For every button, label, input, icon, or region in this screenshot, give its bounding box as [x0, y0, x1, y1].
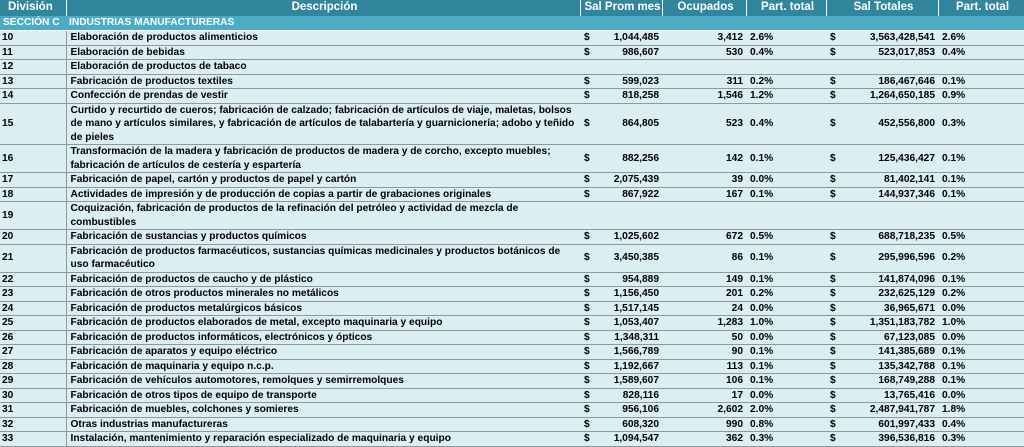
- division-description: Instalación, mantenimiento y reparación especializado de maquinaria y equipo: [66, 432, 580, 447]
- avg-monthly-salary: [604, 60, 662, 75]
- employment-share: 1.2%: [746, 89, 826, 104]
- currency-symbol: $: [826, 89, 850, 104]
- table-row: [0, 89, 1024, 104]
- division-description: Fabricación de productos metalúrgicos básicos: [66, 301, 580, 316]
- total-salaries: 135,342,788: [850, 359, 938, 374]
- currency-symbol: $: [580, 417, 604, 432]
- header-sal-totales: Sal Totales: [826, 0, 938, 16]
- employment-share: 0.8%: [746, 417, 826, 432]
- table-row: [0, 403, 1024, 418]
- salary-share: 0.1%: [938, 374, 1024, 389]
- employed-count: 106: [662, 374, 746, 389]
- table-row: [0, 287, 1024, 302]
- division-code: 23: [0, 287, 66, 302]
- currency-symbol: $: [826, 330, 850, 345]
- employed-count: 1,546: [662, 89, 746, 104]
- currency-symbol: $: [580, 230, 604, 245]
- avg-monthly-salary: 599,023: [604, 74, 662, 89]
- currency-symbol: $: [826, 145, 850, 173]
- division-code: 30: [0, 388, 66, 403]
- section-code: SECCIÓN C: [0, 16, 66, 31]
- total-salaries: 232,625,129: [850, 287, 938, 302]
- avg-monthly-salary: 608,320: [604, 417, 662, 432]
- currency-symbol: $: [580, 45, 604, 60]
- header-descripcion: Descripción: [66, 0, 580, 16]
- division-description: Fabricación de productos de caucho y de plástico: [66, 272, 580, 287]
- employed-count: 523: [662, 103, 746, 145]
- total-salaries: 125,436,427: [850, 145, 938, 173]
- employed-count: 149: [662, 272, 746, 287]
- total-salaries: 144,937,346: [850, 187, 938, 202]
- division-description: Fabricación de vehículos automotores, remolques y semirremolques: [66, 374, 580, 389]
- salary-share: 0.1%: [938, 145, 1024, 173]
- table-row: [0, 330, 1024, 345]
- table-row: [0, 45, 1024, 60]
- employed-count: 362: [662, 432, 746, 447]
- avg-monthly-salary: 828,116: [604, 388, 662, 403]
- division-description: Fabricación de productos informáticos, electrónicos y ópticos: [66, 330, 580, 345]
- employed-count: 50: [662, 330, 746, 345]
- table-row: [0, 359, 1024, 374]
- division-code: 16: [0, 145, 66, 173]
- division-code: 18: [0, 187, 66, 202]
- avg-monthly-salary: 1,044,485: [604, 31, 662, 46]
- division-description: Curtido y recurtido de cueros; fabricación de calzado; fabricación de artículos de viaje, maletas, bolsos de mano y artículos similares, y fabricación de artículos de talabartería y guarnicionería; adobo y teñido de pieles: [66, 103, 580, 145]
- salary-share: 0.3%: [938, 103, 1024, 145]
- avg-monthly-salary: 954,889: [604, 272, 662, 287]
- salary-share: [938, 60, 1024, 75]
- employment-share: 0.0%: [746, 301, 826, 316]
- table-row: [0, 388, 1024, 403]
- salary-share: 0.2%: [938, 244, 1024, 272]
- avg-monthly-salary: 3,450,385: [604, 244, 662, 272]
- header-division: División: [0, 0, 66, 16]
- total-salaries: 295,996,596: [850, 244, 938, 272]
- avg-monthly-salary: 867,922: [604, 187, 662, 202]
- table-row: [0, 301, 1024, 316]
- employment-share: 0.4%: [746, 45, 826, 60]
- salary-share: 0.1%: [938, 187, 1024, 202]
- avg-monthly-salary: 1,348,311: [604, 330, 662, 345]
- currency-symbol: $: [580, 330, 604, 345]
- employment-share: 0.3%: [746, 432, 826, 447]
- avg-monthly-salary: 2,075,439: [604, 173, 662, 188]
- total-salaries: 396,536,816: [850, 432, 938, 447]
- division-description: Fabricación de maquinaria y equipo n.c.p.: [66, 359, 580, 374]
- employment-share: 0.1%: [746, 374, 826, 389]
- division-description: Fabricación de papel, cartón y productos de papel y cartón: [66, 173, 580, 188]
- employment-share: 0.1%: [746, 244, 826, 272]
- total-salaries: 452,556,800: [850, 103, 938, 145]
- employment-share: [746, 60, 826, 75]
- division-description: Elaboración de productos de tabaco: [66, 60, 580, 75]
- avg-monthly-salary: 882,256: [604, 145, 662, 173]
- employed-count: 311: [662, 74, 746, 89]
- employed-count: 90: [662, 345, 746, 360]
- salary-share: 0.0%: [938, 330, 1024, 345]
- currency-symbol: $: [580, 432, 604, 447]
- currency-symbol: $: [826, 345, 850, 360]
- table-row: [0, 202, 1024, 230]
- division-code: 13: [0, 74, 66, 89]
- division-code: 20: [0, 230, 66, 245]
- division-code: 15: [0, 103, 66, 145]
- table-row: [0, 60, 1024, 75]
- division-description: Fabricación de productos elaborados de metal, excepto maquinaria y equipo: [66, 316, 580, 331]
- division-description: Fabricación de productos farmacéuticos, sustancias químicas medicinales y productos botánicos de uso farmacéutico: [66, 244, 580, 272]
- currency-symbol: [826, 202, 850, 230]
- avg-monthly-salary: 1,053,407: [604, 316, 662, 331]
- table-row: [0, 173, 1024, 188]
- employed-count: [662, 202, 746, 230]
- employed-count: 672: [662, 230, 746, 245]
- salary-share: 0.1%: [938, 74, 1024, 89]
- header-row: [0, 0, 1024, 16]
- header-ocupados: Ocupados: [662, 0, 746, 16]
- employed-count: 17: [662, 388, 746, 403]
- employment-share: 0.1%: [746, 145, 826, 173]
- salary-share: 0.1%: [938, 272, 1024, 287]
- avg-monthly-salary: 1,025,602: [604, 230, 662, 245]
- avg-monthly-salary: [604, 202, 662, 230]
- currency-symbol: $: [826, 103, 850, 145]
- avg-monthly-salary: 864,805: [604, 103, 662, 145]
- total-salaries: 81,402,141: [850, 173, 938, 188]
- employed-count: 530: [662, 45, 746, 60]
- currency-symbol: $: [580, 287, 604, 302]
- employment-share: 0.2%: [746, 287, 826, 302]
- currency-symbol: $: [826, 45, 850, 60]
- total-salaries: 688,718,235: [850, 230, 938, 245]
- division-code: 22: [0, 272, 66, 287]
- total-salaries: 36,965,671: [850, 301, 938, 316]
- table-row: [0, 244, 1024, 272]
- salary-share: 0.9%: [938, 89, 1024, 104]
- avg-monthly-salary: 1,517,145: [604, 301, 662, 316]
- division-code: 26: [0, 330, 66, 345]
- avg-monthly-salary: 1,192,667: [604, 359, 662, 374]
- division-description: Fabricación de aparatos y equipo eléctrico: [66, 345, 580, 360]
- avg-monthly-salary: 818,258: [604, 89, 662, 104]
- avg-monthly-salary: 1,156,450: [604, 287, 662, 302]
- employment-share: 0.0%: [746, 388, 826, 403]
- division-code: 29: [0, 374, 66, 389]
- section-row: [0, 16, 1024, 31]
- division-code: 33: [0, 432, 66, 447]
- avg-monthly-salary: 1,566,789: [604, 345, 662, 360]
- salary-share: 1.8%: [938, 403, 1024, 418]
- header-part-total-1: Part. total: [746, 0, 826, 16]
- division-description: Elaboración de bebidas: [66, 45, 580, 60]
- division-code: 12: [0, 60, 66, 75]
- division-code: 14: [0, 89, 66, 104]
- employment-share: 2.0%: [746, 403, 826, 418]
- division-description: Otras industrias manufactureras: [66, 417, 580, 432]
- division-description: Fabricación de muebles, colchones y somieres: [66, 403, 580, 418]
- total-salaries: 3,563,428,541: [850, 31, 938, 46]
- total-salaries: 2,487,941,787: [850, 403, 938, 418]
- total-salaries: [850, 60, 938, 75]
- avg-monthly-salary: 1,589,607: [604, 374, 662, 389]
- currency-symbol: $: [580, 374, 604, 389]
- division-description: Actividades de impresión y de producción de copias a partir de grabaciones originales: [66, 187, 580, 202]
- division-description: Confección de prendas de vestir: [66, 89, 580, 104]
- currency-symbol: $: [826, 417, 850, 432]
- currency-symbol: $: [580, 145, 604, 173]
- employed-count: 167: [662, 187, 746, 202]
- currency-symbol: $: [580, 345, 604, 360]
- currency-symbol: [580, 60, 604, 75]
- salary-share: [938, 202, 1024, 230]
- salary-share: 0.2%: [938, 287, 1024, 302]
- salary-share: 0.1%: [938, 173, 1024, 188]
- avg-monthly-salary: 1,094,547: [604, 432, 662, 447]
- currency-symbol: $: [580, 74, 604, 89]
- avg-monthly-salary: 956,106: [604, 403, 662, 418]
- total-salaries: [850, 202, 938, 230]
- employed-count: 86: [662, 244, 746, 272]
- avg-monthly-salary: 986,607: [604, 45, 662, 60]
- division-code: 17: [0, 173, 66, 188]
- table-row: [0, 230, 1024, 245]
- currency-symbol: $: [826, 359, 850, 374]
- division-description: Coquización, fabricación de productos de la refinación del petróleo y actividad de mezcla de combustibles: [66, 202, 580, 230]
- currency-symbol: $: [826, 432, 850, 447]
- total-salaries: 1,264,650,185: [850, 89, 938, 104]
- currency-symbol: [580, 202, 604, 230]
- total-salaries: 168,749,288: [850, 374, 938, 389]
- table-row: [0, 31, 1024, 46]
- currency-symbol: $: [580, 301, 604, 316]
- division-description: Fabricación de productos textiles: [66, 74, 580, 89]
- currency-symbol: [826, 60, 850, 75]
- currency-symbol: $: [826, 301, 850, 316]
- division-code: 21: [0, 244, 66, 272]
- employment-share: 0.4%: [746, 103, 826, 145]
- employment-share: 0.1%: [746, 272, 826, 287]
- currency-symbol: $: [580, 173, 604, 188]
- table-row: [0, 316, 1024, 331]
- total-salaries: 141,385,689: [850, 345, 938, 360]
- employed-count: 990: [662, 417, 746, 432]
- currency-symbol: $: [826, 316, 850, 331]
- division-code: 11: [0, 45, 66, 60]
- salary-share: 0.0%: [938, 301, 1024, 316]
- employed-count: [662, 60, 746, 75]
- employed-count: 142: [662, 145, 746, 173]
- division-code: 19: [0, 202, 66, 230]
- division-code: 10: [0, 31, 66, 46]
- division-description: Elaboración de productos alimenticios: [66, 31, 580, 46]
- table-row: [0, 103, 1024, 145]
- salary-share: 1.0%: [938, 316, 1024, 331]
- employed-count: 39: [662, 173, 746, 188]
- table-row: [0, 74, 1024, 89]
- employment-share: 1.0%: [746, 316, 826, 331]
- salary-share: 0.4%: [938, 417, 1024, 432]
- employed-count: 3,412: [662, 31, 746, 46]
- currency-symbol: $: [580, 316, 604, 331]
- currency-symbol: $: [580, 388, 604, 403]
- table-row: [0, 345, 1024, 360]
- currency-symbol: $: [580, 272, 604, 287]
- salary-share: 2.6%: [938, 31, 1024, 46]
- employed-count: 1,283: [662, 316, 746, 331]
- division-code: 32: [0, 417, 66, 432]
- currency-symbol: $: [826, 74, 850, 89]
- salary-share: 0.0%: [938, 388, 1024, 403]
- division-description: Transformación de la madera y fabricación de productos de madera y de corcho, excepto muebles; fabricación de artículos de cestería y espartería: [66, 145, 580, 173]
- employed-count: 2,602: [662, 403, 746, 418]
- division-code: 28: [0, 359, 66, 374]
- currency-symbol: $: [826, 388, 850, 403]
- employment-share: 2.6%: [746, 31, 826, 46]
- currency-symbol: $: [826, 187, 850, 202]
- currency-symbol: $: [580, 31, 604, 46]
- employment-share: 0.1%: [746, 187, 826, 202]
- currency-symbol: $: [580, 103, 604, 145]
- employed-count: 24: [662, 301, 746, 316]
- currency-symbol: $: [826, 31, 850, 46]
- currency-symbol: $: [580, 403, 604, 418]
- employed-count: 113: [662, 359, 746, 374]
- total-salaries: 1,351,183,782: [850, 316, 938, 331]
- division-code: 31: [0, 403, 66, 418]
- table-row: [0, 187, 1024, 202]
- currency-symbol: $: [826, 287, 850, 302]
- employment-share: 0.0%: [746, 330, 826, 345]
- total-salaries: 13,765,416: [850, 388, 938, 403]
- division-description: Fabricación de sustancias y productos químicos: [66, 230, 580, 245]
- currency-symbol: $: [580, 187, 604, 202]
- salary-share: 0.4%: [938, 45, 1024, 60]
- employment-share: [746, 202, 826, 230]
- total-salaries: 67,123,085: [850, 330, 938, 345]
- salary-share: 0.5%: [938, 230, 1024, 245]
- total-salaries: 186,467,646: [850, 74, 938, 89]
- currency-symbol: $: [580, 89, 604, 104]
- employment-share: 0.2%: [746, 74, 826, 89]
- currency-symbol: $: [826, 230, 850, 245]
- division-code: 25: [0, 316, 66, 331]
- table-row: [0, 417, 1024, 432]
- employment-share: 0.1%: [746, 345, 826, 360]
- currency-symbol: $: [826, 272, 850, 287]
- employment-share: 0.1%: [746, 359, 826, 374]
- salary-share: 0.1%: [938, 359, 1024, 374]
- division-description: Fabricación de otros tipos de equipo de transporte: [66, 388, 580, 403]
- section-name: INDUSTRIAS MANUFACTURERAS: [66, 16, 1024, 31]
- division-code: 27: [0, 345, 66, 360]
- table-row: [0, 145, 1024, 173]
- currency-symbol: $: [826, 374, 850, 389]
- employment-share: 0.0%: [746, 173, 826, 188]
- division-description: Fabricación de otros productos minerales no metálicos: [66, 287, 580, 302]
- total-salaries: 141,874,096: [850, 272, 938, 287]
- currency-symbol: $: [826, 173, 850, 188]
- division-code: 24: [0, 301, 66, 316]
- total-salaries: 601,997,433: [850, 417, 938, 432]
- currency-symbol: $: [826, 403, 850, 418]
- table-row: [0, 272, 1024, 287]
- employment-share: 0.5%: [746, 230, 826, 245]
- header-sal-prom-mes: Sal Prom mes: [580, 0, 662, 16]
- table-row: [0, 432, 1024, 447]
- currency-symbol: $: [826, 244, 850, 272]
- total-salaries: 523,017,853: [850, 45, 938, 60]
- currency-symbol: $: [580, 244, 604, 272]
- salary-share: 0.3%: [938, 432, 1024, 447]
- salary-share: 0.1%: [938, 345, 1024, 360]
- table-row: [0, 374, 1024, 389]
- header-part-total-2: Part. total: [938, 0, 1024, 16]
- employed-count: 201: [662, 287, 746, 302]
- currency-symbol: $: [580, 359, 604, 374]
